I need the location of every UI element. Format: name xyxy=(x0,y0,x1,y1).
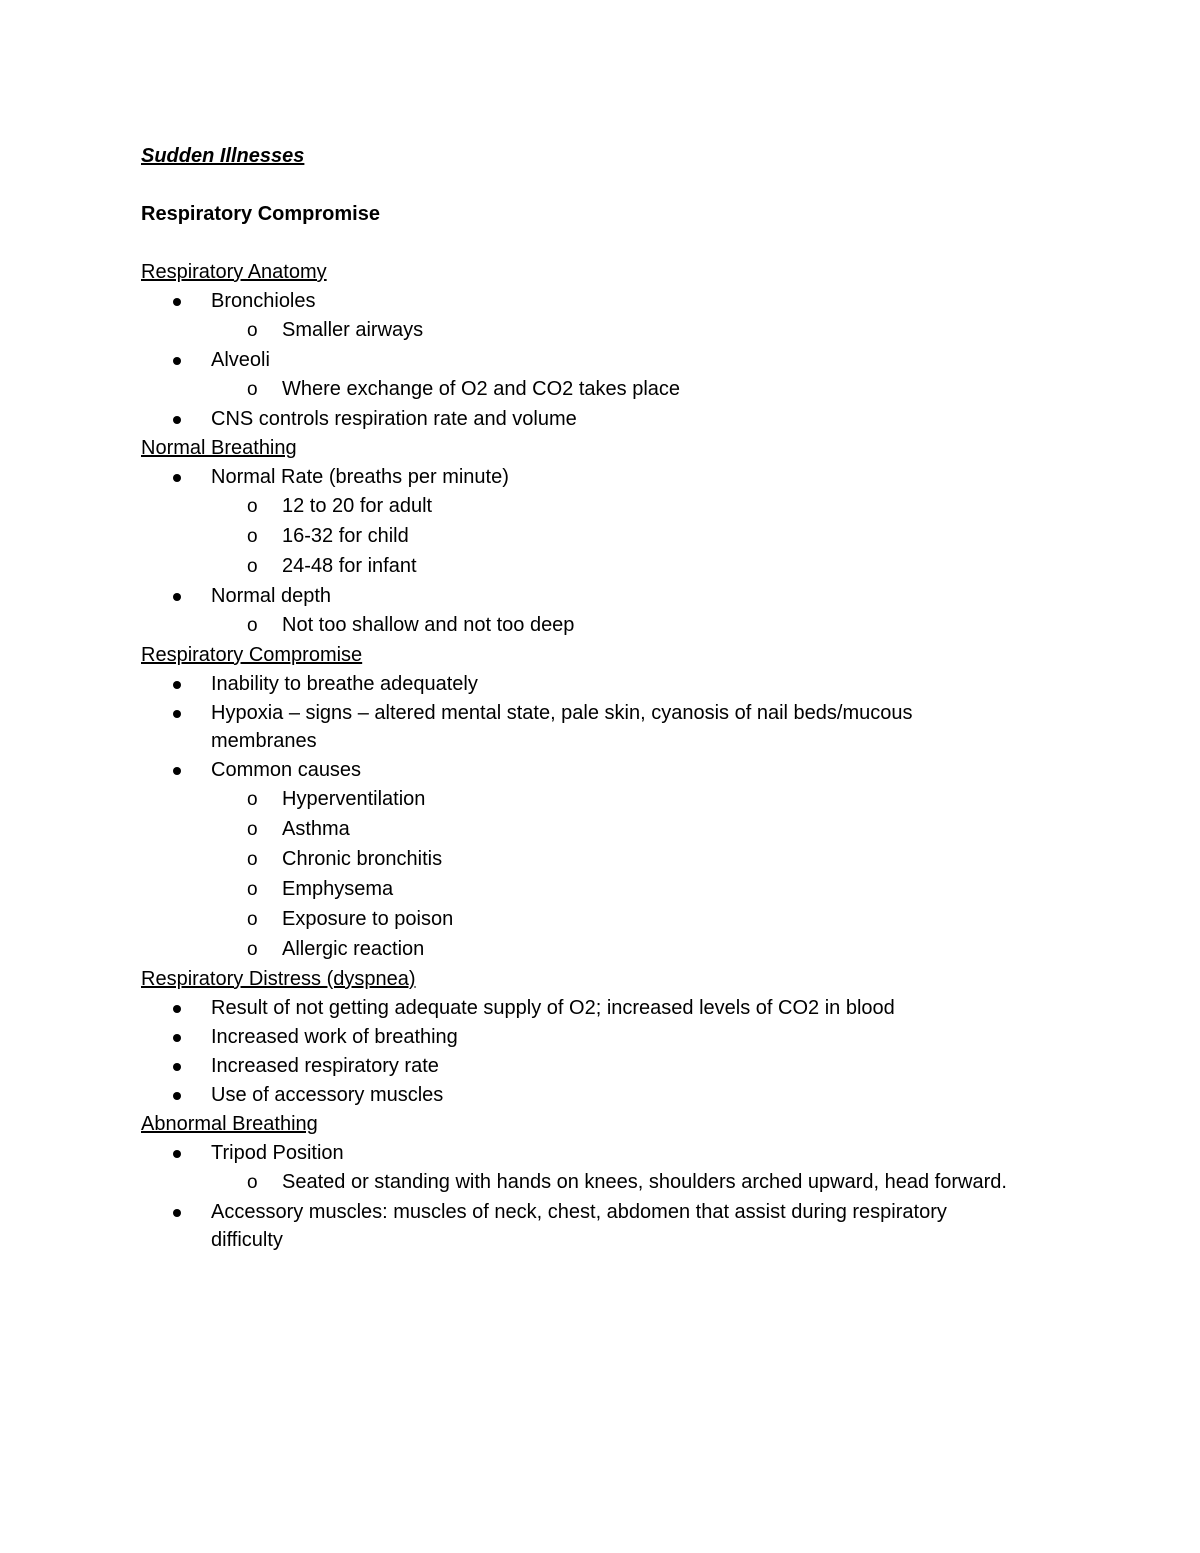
circle-bullet-icon: o xyxy=(247,849,258,870)
sub-list-item-text: Where exchange of O2 and CO2 takes place xyxy=(282,378,681,400)
list-item-text: Hypoxia – signs – altered mental state, pale skin, cyanosis of nail beds/mucous membranes xyxy=(211,702,913,752)
bullet-list xyxy=(141,1139,1011,1254)
list-item xyxy=(141,1023,1011,1051)
sub-list-item xyxy=(141,935,1011,964)
list-item-text: Accessory muscles: muscles of neck, chest, abdomen that assist during respiratory difficulty xyxy=(211,1201,947,1251)
sub-list-item xyxy=(141,375,1011,404)
list-item xyxy=(141,670,1011,698)
sub-list-item xyxy=(141,611,1011,640)
list-item xyxy=(141,699,1011,755)
list-item xyxy=(141,1139,1011,1167)
document-body xyxy=(141,142,1011,1255)
list-item xyxy=(141,994,1011,1022)
sub-bullet-list xyxy=(141,375,1011,404)
list-item-text: Inability to breathe adequately xyxy=(211,673,478,695)
sub-list-item-text: Exposure to poison xyxy=(282,908,454,930)
bullet-dot-icon xyxy=(173,298,181,306)
sub-list-item-text: Asthma xyxy=(282,818,350,840)
bullet-dot-icon xyxy=(173,1063,181,1071)
bullet-dot-icon xyxy=(173,357,181,365)
section-heading: Respiratory Anatomy xyxy=(141,261,327,283)
list-item-text: Normal depth xyxy=(211,585,332,607)
list-item xyxy=(141,346,1011,374)
list-item xyxy=(141,1198,1011,1254)
circle-bullet-icon: o xyxy=(247,320,258,341)
list-item-text: Use of accessory muscles xyxy=(211,1084,444,1106)
sections-container xyxy=(141,258,1011,1254)
sub-list-item-text: Not too shallow and not too deep xyxy=(282,614,575,636)
bullet-dot-icon xyxy=(173,1150,181,1158)
sub-bullet-list xyxy=(141,785,1011,964)
list-item xyxy=(141,582,1011,610)
bullet-list xyxy=(141,994,1011,1109)
list-item-text: Common causes xyxy=(211,759,362,781)
sub-list-item xyxy=(141,316,1011,345)
bullet-dot-icon xyxy=(173,767,181,775)
bullet-dot-icon xyxy=(173,416,181,424)
bullet-list xyxy=(141,463,1011,640)
circle-bullet-icon: o xyxy=(247,819,258,840)
document-title: Sudden Illnesses xyxy=(141,145,305,167)
list-item-text: Tripod Position xyxy=(211,1142,344,1164)
circle-bullet-icon: o xyxy=(247,526,258,547)
sub-list-item xyxy=(141,815,1011,844)
section-heading: Respiratory Distress (dyspnea) xyxy=(141,968,416,990)
main-heading: Respiratory Compromise xyxy=(141,203,380,225)
bullet-dot-icon xyxy=(173,710,181,718)
circle-bullet-icon: o xyxy=(247,379,258,400)
section-heading: Abnormal Breathing xyxy=(141,1113,318,1135)
sub-list-item-text: 12 to 20 for adult xyxy=(282,495,433,517)
sub-list-item-text: 16-32 for child xyxy=(282,525,409,547)
sub-list-item xyxy=(141,905,1011,934)
blank-line xyxy=(141,229,1011,258)
bullet-list xyxy=(141,287,1011,433)
list-item xyxy=(141,1052,1011,1080)
bullet-dot-icon xyxy=(173,1092,181,1100)
list-item-text: CNS controls respiration rate and volume xyxy=(211,408,577,430)
bullet-list xyxy=(141,670,1011,964)
list-item-text: Increased respiratory rate xyxy=(211,1055,439,1077)
list-item xyxy=(141,287,1011,315)
circle-bullet-icon: o xyxy=(247,615,258,636)
list-item-text: Increased work of breathing xyxy=(211,1026,458,1048)
circle-bullet-icon: o xyxy=(247,1172,258,1193)
sub-list-item-text: 24-48 for infant xyxy=(282,555,417,577)
list-item-text: Result of not getting adequate supply of O2; increased levels of CO2 in blood xyxy=(211,997,895,1019)
list-item xyxy=(141,405,1011,433)
sub-bullet-list xyxy=(141,1168,1011,1197)
list-item-text: Bronchioles xyxy=(211,290,316,312)
circle-bullet-icon: o xyxy=(247,496,258,517)
sub-list-item-text: Seated or standing with hands on knees, shoulders arched upward, head forward. xyxy=(282,1171,1007,1193)
list-item xyxy=(141,1081,1011,1109)
circle-bullet-icon: o xyxy=(247,939,258,960)
circle-bullet-icon: o xyxy=(247,909,258,930)
bullet-dot-icon xyxy=(173,1034,181,1042)
sub-bullet-list xyxy=(141,611,1011,640)
section-heading: Respiratory Compromise xyxy=(141,644,363,666)
sub-bullet-list xyxy=(141,316,1011,345)
list-item xyxy=(141,463,1011,491)
list-item xyxy=(141,756,1011,784)
circle-bullet-icon: o xyxy=(247,789,258,810)
circle-bullet-icon: o xyxy=(247,556,258,577)
sub-list-item xyxy=(141,875,1011,904)
blank-line xyxy=(141,171,1011,200)
bullet-dot-icon xyxy=(173,474,181,482)
sub-list-item xyxy=(141,845,1011,874)
list-item-text: Normal Rate (breaths per minute) xyxy=(211,466,509,488)
bullet-dot-icon xyxy=(173,593,181,601)
sub-list-item xyxy=(141,522,1011,551)
section-heading: Normal Breathing xyxy=(141,437,297,459)
bullet-dot-icon xyxy=(173,1005,181,1013)
sub-list-item xyxy=(141,1168,1011,1197)
sub-list-item xyxy=(141,492,1011,521)
bullet-dot-icon xyxy=(173,681,181,689)
sub-list-item-text: Emphysema xyxy=(282,878,394,900)
sub-list-item-text: Allergic reaction xyxy=(282,938,425,960)
sub-list-item-text: Hyperventilation xyxy=(282,788,426,810)
sub-list-item-text: Smaller airways xyxy=(282,319,424,341)
bullet-dot-icon xyxy=(173,1209,181,1217)
sub-list-item-text: Chronic bronchitis xyxy=(282,848,443,870)
sub-list-item xyxy=(141,785,1011,814)
sub-list-item xyxy=(141,552,1011,581)
list-item-text: Alveoli xyxy=(211,349,270,371)
circle-bullet-icon: o xyxy=(247,879,258,900)
sub-bullet-list xyxy=(141,492,1011,581)
